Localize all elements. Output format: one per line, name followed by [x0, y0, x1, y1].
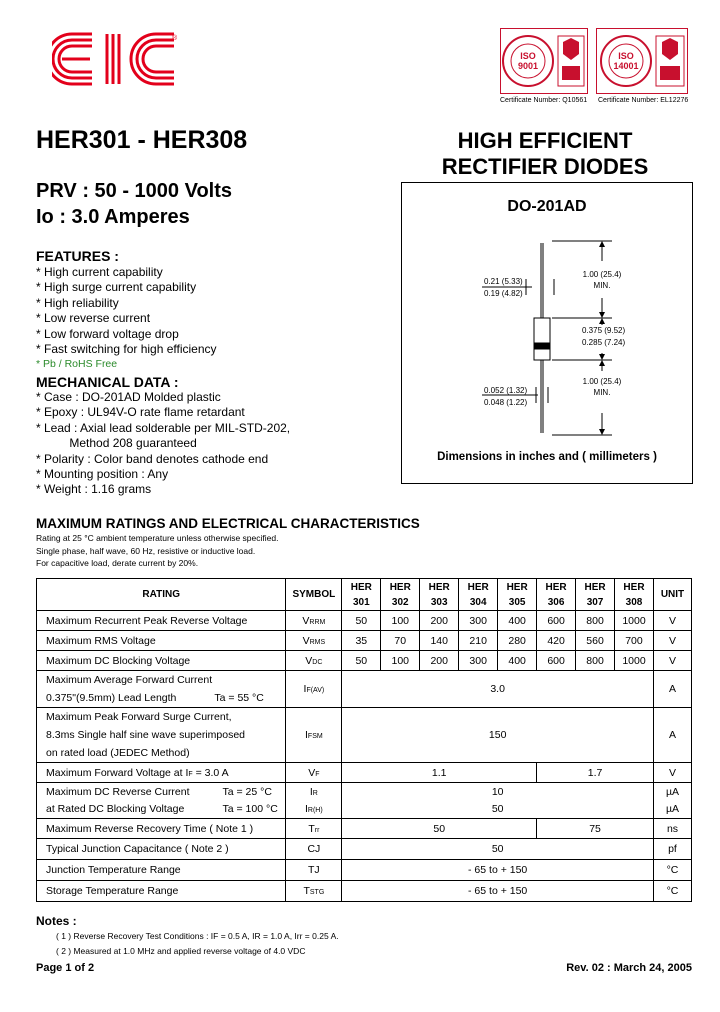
list-item: * High current capability — [36, 265, 163, 279]
list-item: * Lead : Axial lead solderable per MIL-STD-202, — [36, 420, 291, 435]
io-rating: Io : 3.0 Amperes — [36, 206, 190, 228]
mechanical-list — [36, 390, 290, 498]
package-drawing — [402, 183, 692, 483]
iso-14001-badge — [596, 28, 688, 99]
list-item: * High surge current capability — [36, 280, 197, 295]
header-rating: RATING — [37, 579, 286, 611]
ratings-condition: For capacitive load, derate current by 20%. — [36, 558, 199, 568]
header-part: HER 307 — [576, 579, 615, 611]
table-row: Storage Temperature Range TSTG - 65 to + 150 °C — [37, 881, 692, 902]
description-line-1: HIGH EFFICIENT — [457, 128, 633, 153]
table-row: Maximum Peak Forward Surge Current, 8.3ms Single half sine wave superimposed on rated load (JEDEC Method) IFSM 150 A — [37, 708, 692, 763]
features-heading: FEATURES : — [36, 248, 119, 264]
list-item: * Weight : 1.16 grams — [36, 482, 152, 497]
svg-text:1.00 (25.4): 1.00 (25.4) — [582, 377, 622, 386]
svg-text:MIN.: MIN. — [593, 281, 611, 290]
table-header-row — [37, 579, 692, 611]
svg-text:MIN.: MIN. — [593, 388, 611, 397]
table-row: Maximum DC Reverse Current Ta = 25 °C IR 10 µA — [37, 783, 692, 801]
table-row: Junction Temperature Range TJ - 65 to + 150 °C — [37, 860, 692, 881]
header-part: HER 306 — [537, 579, 576, 611]
package-name: DO-201AD — [507, 198, 587, 215]
svg-text:0.048 (1.22): 0.048 (1.22) — [484, 398, 528, 407]
header-part: HER 301 — [342, 579, 381, 611]
dimensions-caption: Dimensions in inches and ( millimeters ) — [437, 451, 657, 463]
table-row: Maximum Average Forward Current 0.375"(9.5mm) Lead Length Ta = 55 °C IF(AV) 3.0 A — [37, 671, 692, 708]
table-row: Maximum Recurrent Peak Reverse Voltage VRRM 50 100 200 300 400 600 800 1000 V — [37, 611, 692, 631]
svg-text:0.19 (4.82): 0.19 (4.82) — [484, 289, 523, 298]
list-item: * High reliability — [36, 295, 119, 310]
mechanical-heading: MECHANICAL DATA : — [36, 374, 179, 390]
features-list — [36, 265, 217, 373]
description-line-2: RECTIFIER DIODES — [441, 154, 649, 179]
svg-text:9001: 9001 — [517, 61, 539, 71]
table-row: Maximum RMS Voltage VRMS 35 70 140 210 280 420 560 700 V — [37, 631, 692, 651]
ratings-heading: MAXIMUM RATINGS AND ELECTRICAL CHARACTERISTICS — [36, 516, 420, 531]
ratings-condition: Rating at 25 °C ambient temperature unless otherwise specified. — [36, 533, 279, 543]
svg-text:ISO: ISO — [520, 51, 536, 61]
list-item: * Low forward voltage drop — [36, 326, 179, 341]
table-row: Maximum Forward Voltage at IF = 3.0 A VF 1.1 1.7 V — [37, 763, 692, 783]
note-item: ( 2 ) Measured at 1.0 MHz and applied reverse voltage of 4.0 VDC — [56, 946, 306, 956]
svg-text:0.285 (7.24): 0.285 (7.24) — [582, 338, 626, 347]
eic-logo — [52, 28, 182, 90]
list-item: * Case : DO-201AD Molded plastic — [36, 390, 221, 404]
table-row: at Rated DC Blocking Voltage Ta = 100 °C IR(H) 50 µA — [37, 801, 692, 819]
header-part: HER 304 — [459, 579, 498, 611]
svg-text:0.052 (1.32): 0.052 (1.32) — [484, 386, 528, 395]
notes-heading: Notes : — [36, 914, 77, 928]
svg-text:ISO: ISO — [618, 51, 634, 61]
list-item: * Epoxy : UL94V-O rate flame retardant — [36, 405, 245, 420]
header-part: HER 303 — [420, 579, 459, 611]
list-item: * Mounting position : Any — [36, 467, 169, 482]
table-row: Maximum DC Blocking Voltage VDC 50 100 200 300 400 600 800 1000 V — [37, 651, 692, 671]
certificate-number-14001: Certificate Number: EL12276 — [598, 97, 689, 104]
list-item: * Low reverse current — [36, 311, 151, 326]
ratings-table — [36, 578, 692, 902]
part-range-title: HER301 - HER308 — [36, 126, 248, 154]
table-row: Typical Junction Capacitance ( Note 2 ) CJ 50 pf — [37, 839, 692, 860]
header-unit: UNIT — [653, 579, 691, 611]
list-item: * Fast switching for high efficiency — [36, 342, 217, 357]
svg-text:®: ® — [172, 35, 178, 42]
page-number: Page 1 of 2 — [36, 962, 95, 974]
list-item-rohs: * Pb / RoHS Free — [36, 358, 118, 371]
list-item: * Polarity : Color band denotes cathode end — [36, 451, 269, 466]
svg-text:14001: 14001 — [613, 61, 639, 71]
package-outline-box — [401, 182, 693, 484]
header-part: HER 302 — [381, 579, 420, 611]
iso-9001-badge — [500, 28, 588, 99]
svg-text:0.21 (5.33): 0.21 (5.33) — [484, 277, 523, 286]
revision-date: Rev. 02 : March 24, 2005 — [566, 962, 692, 974]
header-part: HER 308 — [615, 579, 654, 611]
note-item: ( 1 ) Reverse Recovery Test Conditions : IF = 0.5 A, IR = 1.0 A, Irr = 0.25 A. — [56, 931, 339, 941]
header-part: HER 305 — [498, 579, 537, 611]
svg-text:1.00 (25.4): 1.00 (25.4) — [582, 270, 622, 279]
table-row: Maximum Reverse Recovery Time ( Note 1 ) Trr 50 75 ns — [37, 819, 692, 839]
svg-text:0.375 (9.52): 0.375 (9.52) — [582, 326, 626, 335]
prv-rating: PRV : 50 - 1000 Volts — [36, 180, 233, 202]
list-item: Method 208 guaranteed — [36, 436, 197, 451]
header-symbol: SYMBOL — [286, 579, 342, 611]
certificate-number-9001: Certificate Number: Q10561 — [500, 97, 588, 104]
ratings-condition: Single phase, half wave, 60 Hz, resistive or inductive load. — [36, 546, 256, 556]
